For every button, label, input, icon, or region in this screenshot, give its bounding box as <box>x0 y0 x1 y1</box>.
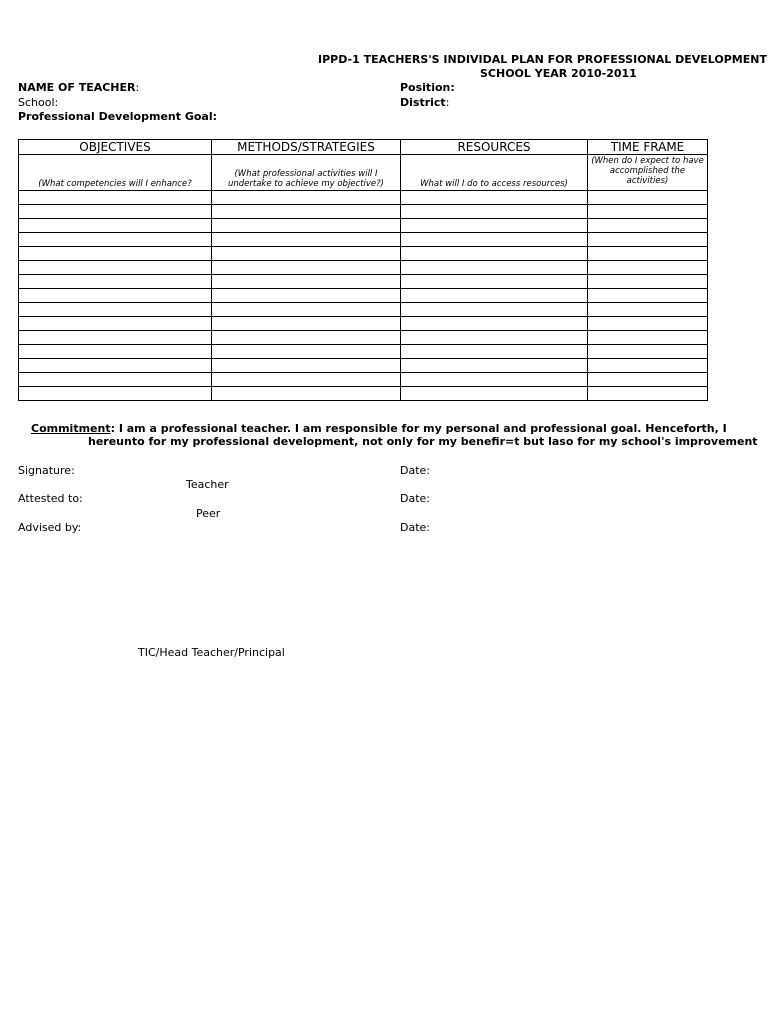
table-row <box>19 345 708 359</box>
advised-date-label: Date: <box>400 521 430 534</box>
table-cell[interactable] <box>212 261 401 275</box>
table-cell[interactable] <box>19 345 212 359</box>
table-row <box>19 191 708 205</box>
header-resources: RESOURCES <box>401 140 588 155</box>
teacher-caption: Teacher <box>186 478 229 491</box>
table-cell[interactable] <box>401 303 588 317</box>
table-cell[interactable] <box>401 205 588 219</box>
table-row <box>19 373 708 387</box>
table-cell[interactable] <box>588 247 708 261</box>
table-row <box>19 247 708 261</box>
table-cell[interactable] <box>19 275 212 289</box>
pd-goal-label: Professional Development Goal: <box>18 110 218 123</box>
table-cell[interactable] <box>588 261 708 275</box>
table-cell[interactable] <box>588 373 708 387</box>
commitment-label: Commitment <box>31 422 111 435</box>
signature-label: Signature: <box>18 464 75 477</box>
table-cell[interactable] <box>401 219 588 233</box>
table-row <box>19 219 708 233</box>
table-cell[interactable] <box>588 219 708 233</box>
table-row <box>19 289 708 303</box>
table-cell[interactable] <box>19 359 212 373</box>
table-cell[interactable] <box>588 275 708 289</box>
table-cell[interactable] <box>212 289 401 303</box>
table-cell[interactable] <box>19 289 212 303</box>
commitment-line-2: hereunto for my professional development, not only for my benefir=t but laso for my school's improvement <box>88 435 758 448</box>
table-cell[interactable] <box>588 233 708 247</box>
table-cell[interactable] <box>19 303 212 317</box>
table-subheader-row <box>19 155 708 191</box>
table-cell[interactable] <box>19 387 212 401</box>
table-cell[interactable] <box>19 233 212 247</box>
table-cell[interactable] <box>401 261 588 275</box>
plan-table-body <box>19 191 708 401</box>
table-cell[interactable] <box>588 359 708 373</box>
subheader-resources: What will I do to access resources) <box>401 155 588 191</box>
table-cell[interactable] <box>588 317 708 331</box>
table-cell[interactable] <box>588 331 708 345</box>
table-cell[interactable] <box>212 317 401 331</box>
table-row <box>19 359 708 373</box>
position-label: Position: <box>400 81 455 94</box>
table-cell[interactable] <box>212 387 401 401</box>
table-cell[interactable] <box>401 191 588 205</box>
table-header-row <box>19 140 708 155</box>
subheader-methods: (What professional activities will I undertake to achieve my objective?) <box>212 155 401 191</box>
table-cell[interactable] <box>212 275 401 289</box>
table-cell[interactable] <box>19 373 212 387</box>
school-label: School: <box>18 96 59 109</box>
table-cell[interactable] <box>19 191 212 205</box>
table-cell[interactable] <box>19 261 212 275</box>
table-row <box>19 303 708 317</box>
table-cell[interactable] <box>212 205 401 219</box>
advised-label: Advised by: <box>18 521 82 534</box>
header-methods-strategies: METHODS/STRATEGIES <box>212 140 401 155</box>
header-time-frame: TIME FRAME <box>588 140 708 155</box>
plan-table <box>18 139 708 401</box>
table-row <box>19 233 708 247</box>
table-cell[interactable] <box>212 247 401 261</box>
table-cell[interactable] <box>401 233 588 247</box>
school-year: SCHOOL YEAR 2010-2011 <box>480 67 637 80</box>
table-cell[interactable] <box>212 233 401 247</box>
table-cell[interactable] <box>401 359 588 373</box>
table-row <box>19 387 708 401</box>
table-cell[interactable] <box>588 289 708 303</box>
table-row <box>19 205 708 219</box>
subheader-objectives: (What competencies will I enhance? <box>19 155 212 191</box>
table-cell[interactable] <box>19 219 212 233</box>
table-cell[interactable] <box>19 205 212 219</box>
subheader-time-frame: (When do I expect to have accomplished the activities) <box>588 155 708 191</box>
table-cell[interactable] <box>401 345 588 359</box>
table-cell[interactable] <box>19 317 212 331</box>
table-row <box>19 331 708 345</box>
table-cell[interactable] <box>401 275 588 289</box>
attested-date-label: Date: <box>400 492 430 505</box>
table-cell[interactable] <box>212 359 401 373</box>
table-cell[interactable] <box>212 303 401 317</box>
table-row <box>19 275 708 289</box>
table-cell[interactable] <box>401 387 588 401</box>
table-cell[interactable] <box>212 331 401 345</box>
table-cell[interactable] <box>212 219 401 233</box>
table-cell[interactable] <box>588 345 708 359</box>
header-objectives: OBJECTIVES <box>19 140 212 155</box>
table-cell[interactable] <box>212 373 401 387</box>
document-title: IPPD-1 TEACHERS'S INDIVIDAL PLAN FOR PROFESSIONAL DEVELOPMENT <box>318 53 767 66</box>
table-cell[interactable] <box>19 247 212 261</box>
table-cell[interactable] <box>401 289 588 303</box>
table-cell[interactable] <box>401 373 588 387</box>
table-cell[interactable] <box>401 331 588 345</box>
table-cell[interactable] <box>212 345 401 359</box>
table-cell[interactable] <box>401 317 588 331</box>
table-row <box>19 261 708 275</box>
table-cell[interactable] <box>212 191 401 205</box>
district-label: District: <box>400 96 450 109</box>
table-cell[interactable] <box>588 205 708 219</box>
principal-caption: TIC/Head Teacher/Principal <box>138 646 285 659</box>
peer-caption: Peer <box>196 507 221 520</box>
name-of-teacher-label: NAME OF TEACHER: <box>18 81 140 94</box>
table-cell[interactable] <box>588 191 708 205</box>
table-cell[interactable] <box>19 331 212 345</box>
commitment-line-1: Commitment: I am a professional teacher. I am responsible for my personal and professional goal. Henceforth, I <box>31 422 727 435</box>
signature-date-label: Date: <box>400 464 430 477</box>
table-cell[interactable] <box>401 247 588 261</box>
attested-label: Attested to: <box>18 492 83 505</box>
table-cell[interactable] <box>588 303 708 317</box>
table-row <box>19 317 708 331</box>
table-cell[interactable] <box>588 387 708 401</box>
